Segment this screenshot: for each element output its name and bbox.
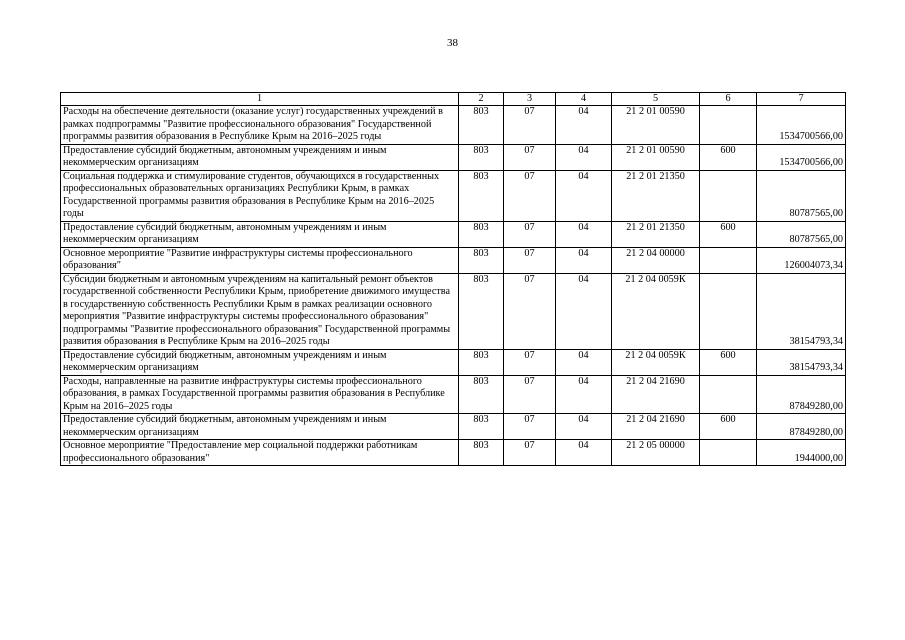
- table-header-row: [61, 93, 846, 106]
- expense-type-code: 600: [700, 414, 757, 440]
- table-row: [61, 221, 846, 247]
- section-code: 07: [504, 414, 556, 440]
- target-article-code: 21 2 04 0059К: [612, 273, 700, 349]
- target-article-code: 21 2 05 00000: [612, 440, 700, 466]
- section-code: 07: [504, 106, 556, 145]
- target-article-code: 21 2 01 21350: [612, 221, 700, 247]
- subsection-code: 04: [556, 247, 612, 273]
- table-row: [61, 273, 846, 349]
- amount: 38154793,34: [757, 349, 846, 375]
- ministry-code: 803: [459, 106, 504, 145]
- target-article-code: 21 2 04 00000: [612, 247, 700, 273]
- table-row: [61, 247, 846, 273]
- table-row: [61, 440, 846, 466]
- target-article-code: 21 2 01 00590: [612, 106, 700, 145]
- expense-type-code: [700, 375, 757, 414]
- ministry-code: 803: [459, 247, 504, 273]
- budget-table: [60, 92, 846, 466]
- ministry-code: 803: [459, 144, 504, 170]
- header-col-3: 3: [504, 93, 556, 106]
- expense-type-code: [700, 273, 757, 349]
- subsection-code: 04: [556, 170, 612, 221]
- header-col-1: 1: [61, 93, 459, 106]
- amount: 80787565,00: [757, 221, 846, 247]
- subsection-code: 04: [556, 106, 612, 145]
- ministry-code: 803: [459, 170, 504, 221]
- amount: 80787565,00: [757, 170, 846, 221]
- section-code: 07: [504, 349, 556, 375]
- target-article-code: 21 2 01 21350: [612, 170, 700, 221]
- table-row: [61, 106, 846, 145]
- section-code: 07: [504, 144, 556, 170]
- amount: 1534700566,00: [757, 106, 846, 145]
- expense-name: Социальная поддержка и стимулирование студентов, обучающихся в государственных профессиональных образовательных организациях Республики Крым, в рамках Государственной программы развития образования в Республике Крым на 2016–2025 годы: [61, 170, 459, 221]
- table-row: [61, 170, 846, 221]
- expense-type-code: [700, 170, 757, 221]
- ministry-code: 803: [459, 273, 504, 349]
- expense-type-code: 600: [700, 144, 757, 170]
- subsection-code: 04: [556, 349, 612, 375]
- ministry-code: 803: [459, 414, 504, 440]
- expense-type-code: 600: [700, 221, 757, 247]
- target-article-code: 21 2 04 0059К: [612, 349, 700, 375]
- ministry-code: 803: [459, 221, 504, 247]
- subsection-code: 04: [556, 144, 612, 170]
- subsection-code: 04: [556, 440, 612, 466]
- amount: 126004073,34: [757, 247, 846, 273]
- section-code: 07: [504, 375, 556, 414]
- expense-name: Предоставление субсидий бюджетным, автономным учреждениям и иным некоммерческим организациям: [61, 349, 459, 375]
- subsection-code: 04: [556, 221, 612, 247]
- expense-name: Субсидии бюджетным и автономным учреждениям на капитальный ремонт объектов государственной собственности Республики Крым, приобретение движимого имущества в государственную собственность Республики Крым в рамках реализации основного мероприятия "Развитие инфраструктуры системы профессионального образования" подпрограммы "Развитие профессионального образования" Государственной программы развития образования в Республике Крым на 2016–2025 годы: [61, 273, 459, 349]
- page-number: 38: [447, 37, 458, 49]
- subsection-code: 04: [556, 375, 612, 414]
- amount: 1944000,00: [757, 440, 846, 466]
- expense-name: Расходы, направленные на развитие инфраструктуры системы профессионального образования, в рамках Государственной программы развития образования в Республике Крым на 2016–2025 годы: [61, 375, 459, 414]
- target-article-code: 21 2 04 21690: [612, 414, 700, 440]
- header-col-2: 2: [459, 93, 504, 106]
- expense-name: Основное мероприятие "Развитие инфраструктуры системы профессионального образования": [61, 247, 459, 273]
- expense-name: Расходы на обеспечение деятельности (оказание услуг) государственных учреждений в рамках подпрограммы "Развитие профессионального образования" Государственной программы развития образования в Республике Крым на 2016–2025 годы: [61, 106, 459, 145]
- header-col-5: 5: [612, 93, 700, 106]
- expense-name: Основное мероприятие "Предоставление мер социальной поддержки работникам профессионального образования": [61, 440, 459, 466]
- ministry-code: 803: [459, 349, 504, 375]
- section-code: 07: [504, 221, 556, 247]
- header-col-4: 4: [556, 93, 612, 106]
- expense-name: Предоставление субсидий бюджетным, автономным учреждениям и иным некоммерческим организациям: [61, 221, 459, 247]
- amount: 1534700566,00: [757, 144, 846, 170]
- header-col-7: 7: [757, 93, 846, 106]
- header-col-6: 6: [700, 93, 757, 106]
- expense-name: Предоставление субсидий бюджетным, автономным учреждениям и иным некоммерческим организациям: [61, 144, 459, 170]
- expense-type-code: [700, 440, 757, 466]
- ministry-code: 803: [459, 375, 504, 414]
- target-article-code: 21 2 01 00590: [612, 144, 700, 170]
- table-row: [61, 349, 846, 375]
- amount: 87849280,00: [757, 414, 846, 440]
- table-row: [61, 144, 846, 170]
- section-code: 07: [504, 247, 556, 273]
- section-code: 07: [504, 170, 556, 221]
- subsection-code: 04: [556, 414, 612, 440]
- table-row: [61, 414, 846, 440]
- expense-type-code: 600: [700, 349, 757, 375]
- table-row: [61, 375, 846, 414]
- amount: 87849280,00: [757, 375, 846, 414]
- section-code: 07: [504, 273, 556, 349]
- expense-type-code: [700, 247, 757, 273]
- ministry-code: 803: [459, 440, 504, 466]
- expense-name: Предоставление субсидий бюджетным, автономным учреждениям и иным некоммерческим организациям: [61, 414, 459, 440]
- expense-type-code: [700, 106, 757, 145]
- amount: 38154793,34: [757, 273, 846, 349]
- subsection-code: 04: [556, 273, 612, 349]
- section-code: 07: [504, 440, 556, 466]
- target-article-code: 21 2 04 21690: [612, 375, 700, 414]
